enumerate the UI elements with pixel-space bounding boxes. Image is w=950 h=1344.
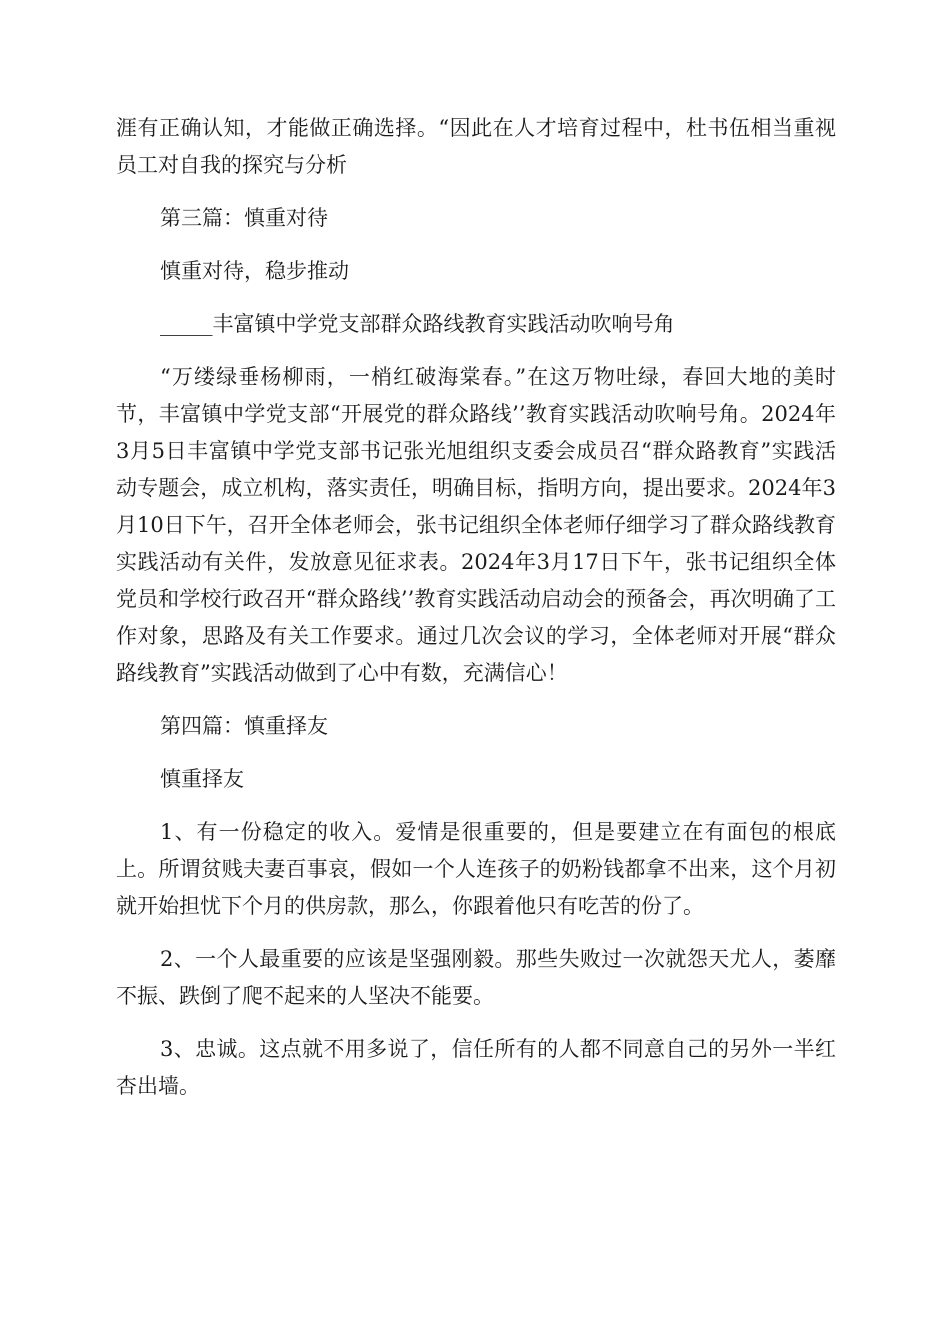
list-item: 2、一个人最重要的应该是坚强刚毅。那些失败过一次就怨天尤人，萎靡不振、跌倒了爬不起来的人坚决不能要。 [116, 947, 836, 1008]
section-heading-part-three: 第三篇：慎重对待 [160, 206, 328, 230]
article-title: 慎重择友 [160, 767, 244, 791]
paragraph-continuation: 涯有正确认知，才能做正确选择。“因此在人才培育过程中，杜书伍相当重视员工对自我的探究与分析 [116, 116, 836, 177]
article-subtitle: _____丰富镇中学党支部群众路线教育实践活动吹响号角 [160, 312, 675, 336]
paragraph-body: “万缕绿垂杨柳雨，一梢红破海棠春。”在这万物吐绿，春回大地的美时节，丰富镇中学党支部“开展党的群众路线’’教育实践活动吹响号角。2024年3月5日丰富镇中学党支部书记张光旭组织支委会成员召“群众路教育”实践活动专题会，成立机构，落实责任，明确目标，指明方向，提出要求。2024年3月10日下午，召开全体老师会，张书记组织全体老师仔细学习了群众路线教育实践活动有关件，发放意见征求表。2024年3月17日下午，张书记组织全体党员和学校行政召开“群众路线’’教育实践活动启动会的预备会，再次明确了工作对象，思路及有关工作要求。通过几次会议的学习，全体老师对开展“群众路线教育”实践活动做到了心中有数，充满信心！ [116, 365, 836, 685]
section-heading-part-four: 第四篇：慎重择友 [160, 714, 328, 738]
article-title: 慎重对待，稳步推动 [160, 259, 349, 283]
list-item: 1、有一份稳定的收入。爱情是很重要的，但是要建立在有面包的根底上。所谓贫贱夫妻百事哀，假如一个人连孩子的奶粉钱都拿不出来，这个月初就开始担忧下个月的供房款，那么，你跟着他只有吃苦的份了。 [116, 820, 836, 918]
list-item: 3、忠诚。这点就不用多说了，信任所有的人都不同意自己的另外一半红杏出墙。 [116, 1037, 836, 1098]
document-body [116, 110, 836, 1121]
